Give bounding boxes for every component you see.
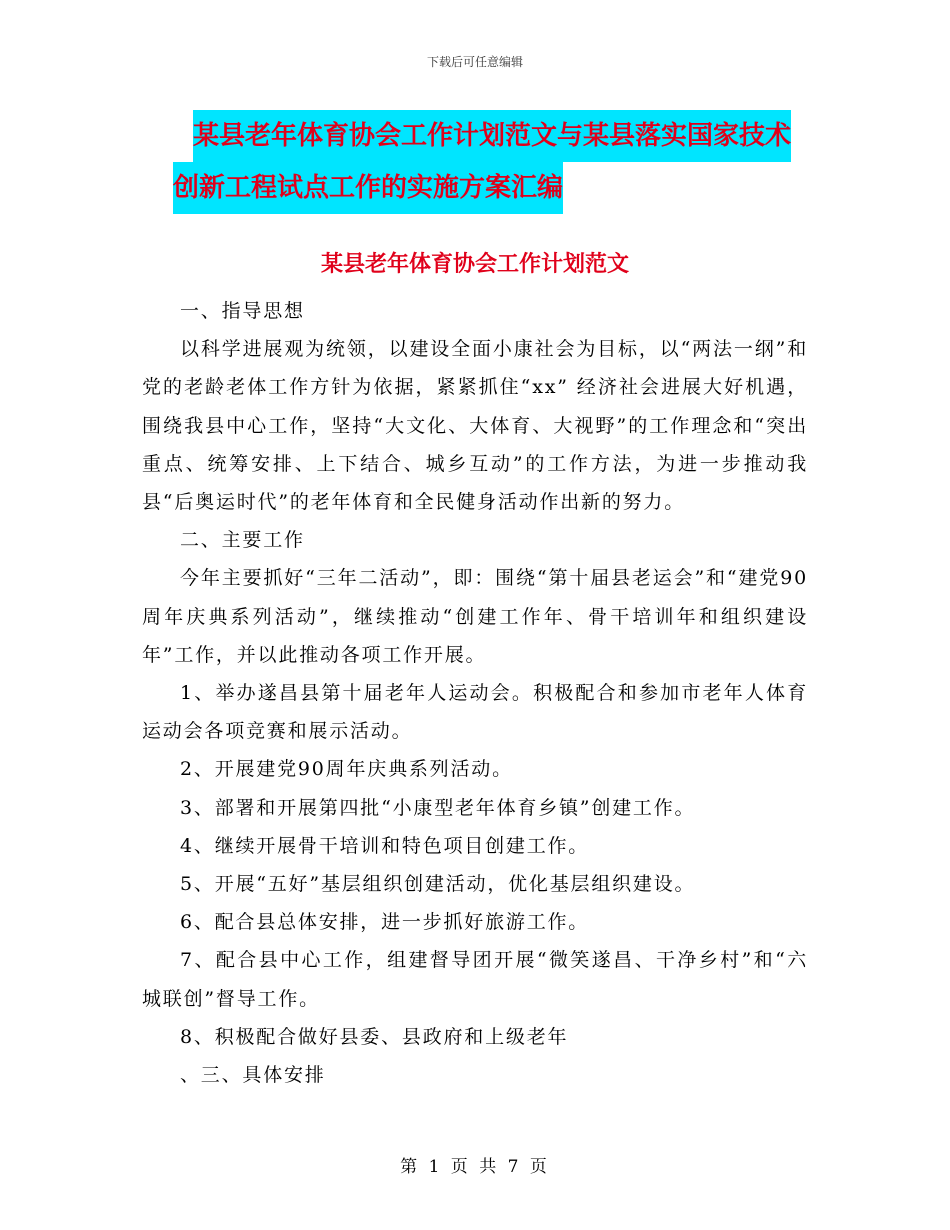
paragraph: 8、积极配合做好县委、县政府和上级老年 [180, 1025, 569, 1048]
paragraph: 一、指导思想 [180, 300, 305, 322]
document-title [173, 110, 792, 214]
header-note: 下载后可任意编辑 [426, 55, 523, 69]
paragraph: 今年主要抓好“三年二活动”，即：围绕“第十届县老运会”和“建党90周年庆典系列活动”，继续推动“创建工作年、骨干培训年和组织建设年”工作，并以此推动各项工作开展。 [142, 567, 808, 666]
paragraph: 3、部署和开展第四批“小康型老年体育乡镇”创建工作。 [180, 796, 696, 819]
document-title-line2: 创新工程试点工作的实施方案汇编 [173, 162, 563, 214]
paragraph: 7、配合县中心工作，组建督导团开展“微笑遂昌、干净乡村”和“六城联创”督导工作。 [142, 949, 808, 1010]
page-footer: 第 1 页 共 7 页 [400, 1157, 550, 1177]
paragraph: 4、继续开展骨干培训和特色项目创建工作。 [180, 834, 590, 857]
document-body [142, 292, 808, 1094]
paragraph: 、三、具体安排 [180, 1064, 326, 1087]
paragraph: 2、开展建党90周年庆典系列活动。 [180, 758, 513, 781]
paragraph: 以科学进展观为统领，以建设全面小康社会为目标，以“两法一纲”和党的老龄老体工作方针为依据，紧紧抓住“xx” 经济社会进展大好机遇，围绕我县中心工作，坚持“大文化、大体育、大视野”的工作理念和“突出重点、统筹安排、上下结合、城乡互动”的工作方法，为进一步推动我县“后奥运时代”的老年体育和全民健身活动作出新的努力。 [142, 338, 808, 514]
paragraph: 二、主要工作 [180, 529, 305, 552]
paragraph: 1、举办遂昌县第十届老年人运动会。积极配合和参加市老年人体育运动会各项竞赛和展示活动。 [142, 682, 808, 743]
document-title-line1: 某县老年体育协会工作计划范文与某县落实国家技术 [193, 110, 791, 162]
section-title: 某县老年体育协会工作计划范文 [320, 252, 629, 277]
paragraph: 5、开展“五好”基层组织创建活动，优化基层组织建设。 [180, 873, 696, 896]
paragraph: 6、配合县总体安排，进一步抓好旅游工作。 [180, 911, 590, 934]
